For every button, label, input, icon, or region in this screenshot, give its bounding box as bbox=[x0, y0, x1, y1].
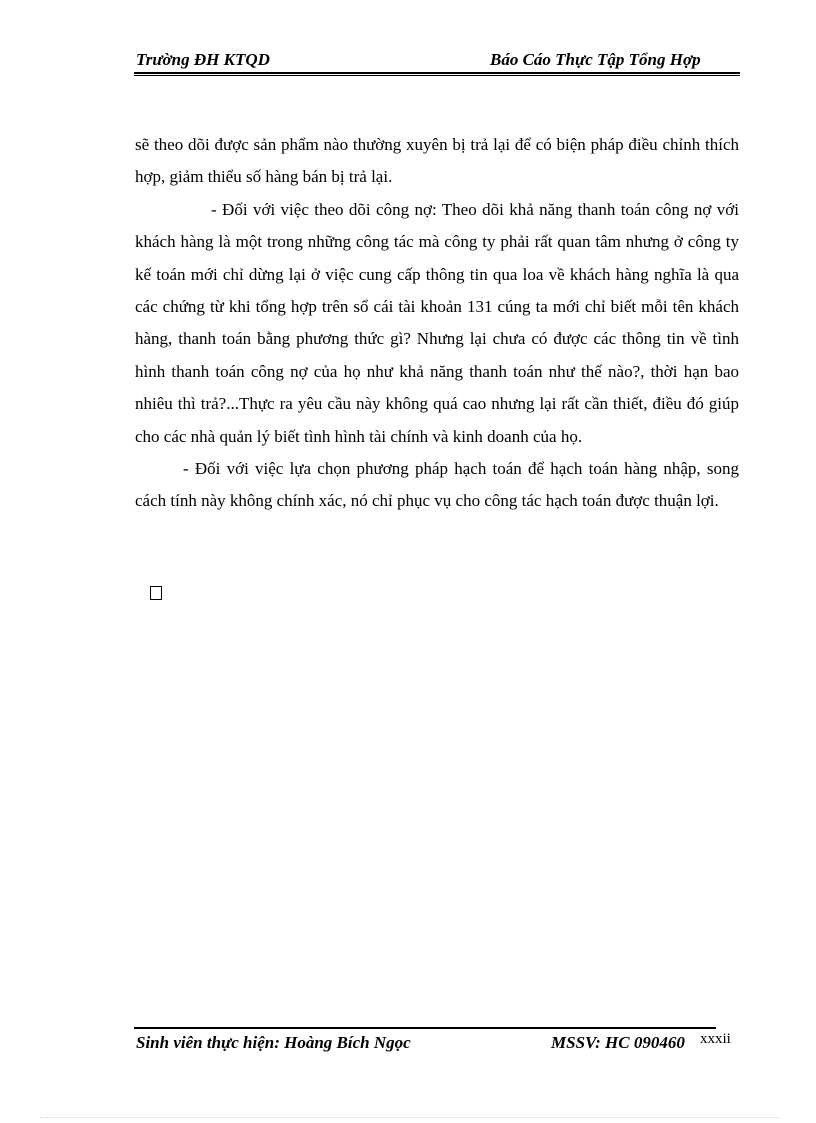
placeholder-box-icon bbox=[150, 586, 162, 600]
paragraph-1: sẽ theo dõi được sản phẩm nào thường xuyên bị trả lại để có biện pháp điều chỉnh thích hợp, giảm thiểu số hàng bán bị trả lại. bbox=[135, 135, 739, 187]
footer-student-id: MSSV: HC 090460 bbox=[551, 1033, 685, 1052]
footer-rule bbox=[134, 1027, 716, 1029]
header-report-title: Báo Cáo Thực Tập Tổng Hợp bbox=[490, 50, 701, 69]
page-bottom-dotted-line bbox=[40, 1117, 780, 1118]
body-text bbox=[135, 129, 739, 518]
paragraph-3: - Đối với việc lựa chọn phương pháp hạch toán để hạch toán hàng nhập, song cách tính này không chính xác, nó chỉ phục vụ cho công tác hạch toán được thuận lợi. bbox=[135, 459, 739, 511]
header-school-name: Trường ĐH KTQD bbox=[136, 50, 270, 69]
header-rule-thick bbox=[134, 72, 740, 74]
paragraph-2: - Đối với việc theo dõi công nợ: Theo dõi khả năng thanh toán công nợ với khách hàng là một trong những công tác mà công ty phải rất quan tâm nhưng ở công ty kế toán mới chỉ dừng lại ở việc cung cấp thông tin qua loa về khách hàng nghĩa là qua các chứng từ khi tổng hợp trên sổ cái tài khoản 131 cúng ta mới chỉ biết mỗi tên khách hàng, thanh toán bằng phương thức gì? Nhưng lại chưa có được các thông tin về tình hình thanh toán công nợ của họ như khả năng thanh toán như thế nào?, thời hạn bao nhiêu thì trả?...Thực ra yêu cầu này không quá cao nhưng lại rất cần thiết, điều đó giúp cho các nhà quản lý biết tình hình tài chính và kinh doanh của họ. bbox=[135, 199, 739, 446]
header-rule-thin bbox=[134, 75, 740, 76]
page-number: xxxii bbox=[700, 1031, 731, 1047]
footer-student-name: Sinh viên thực hiện: Hoàng Bích Ngọc bbox=[136, 1033, 411, 1052]
